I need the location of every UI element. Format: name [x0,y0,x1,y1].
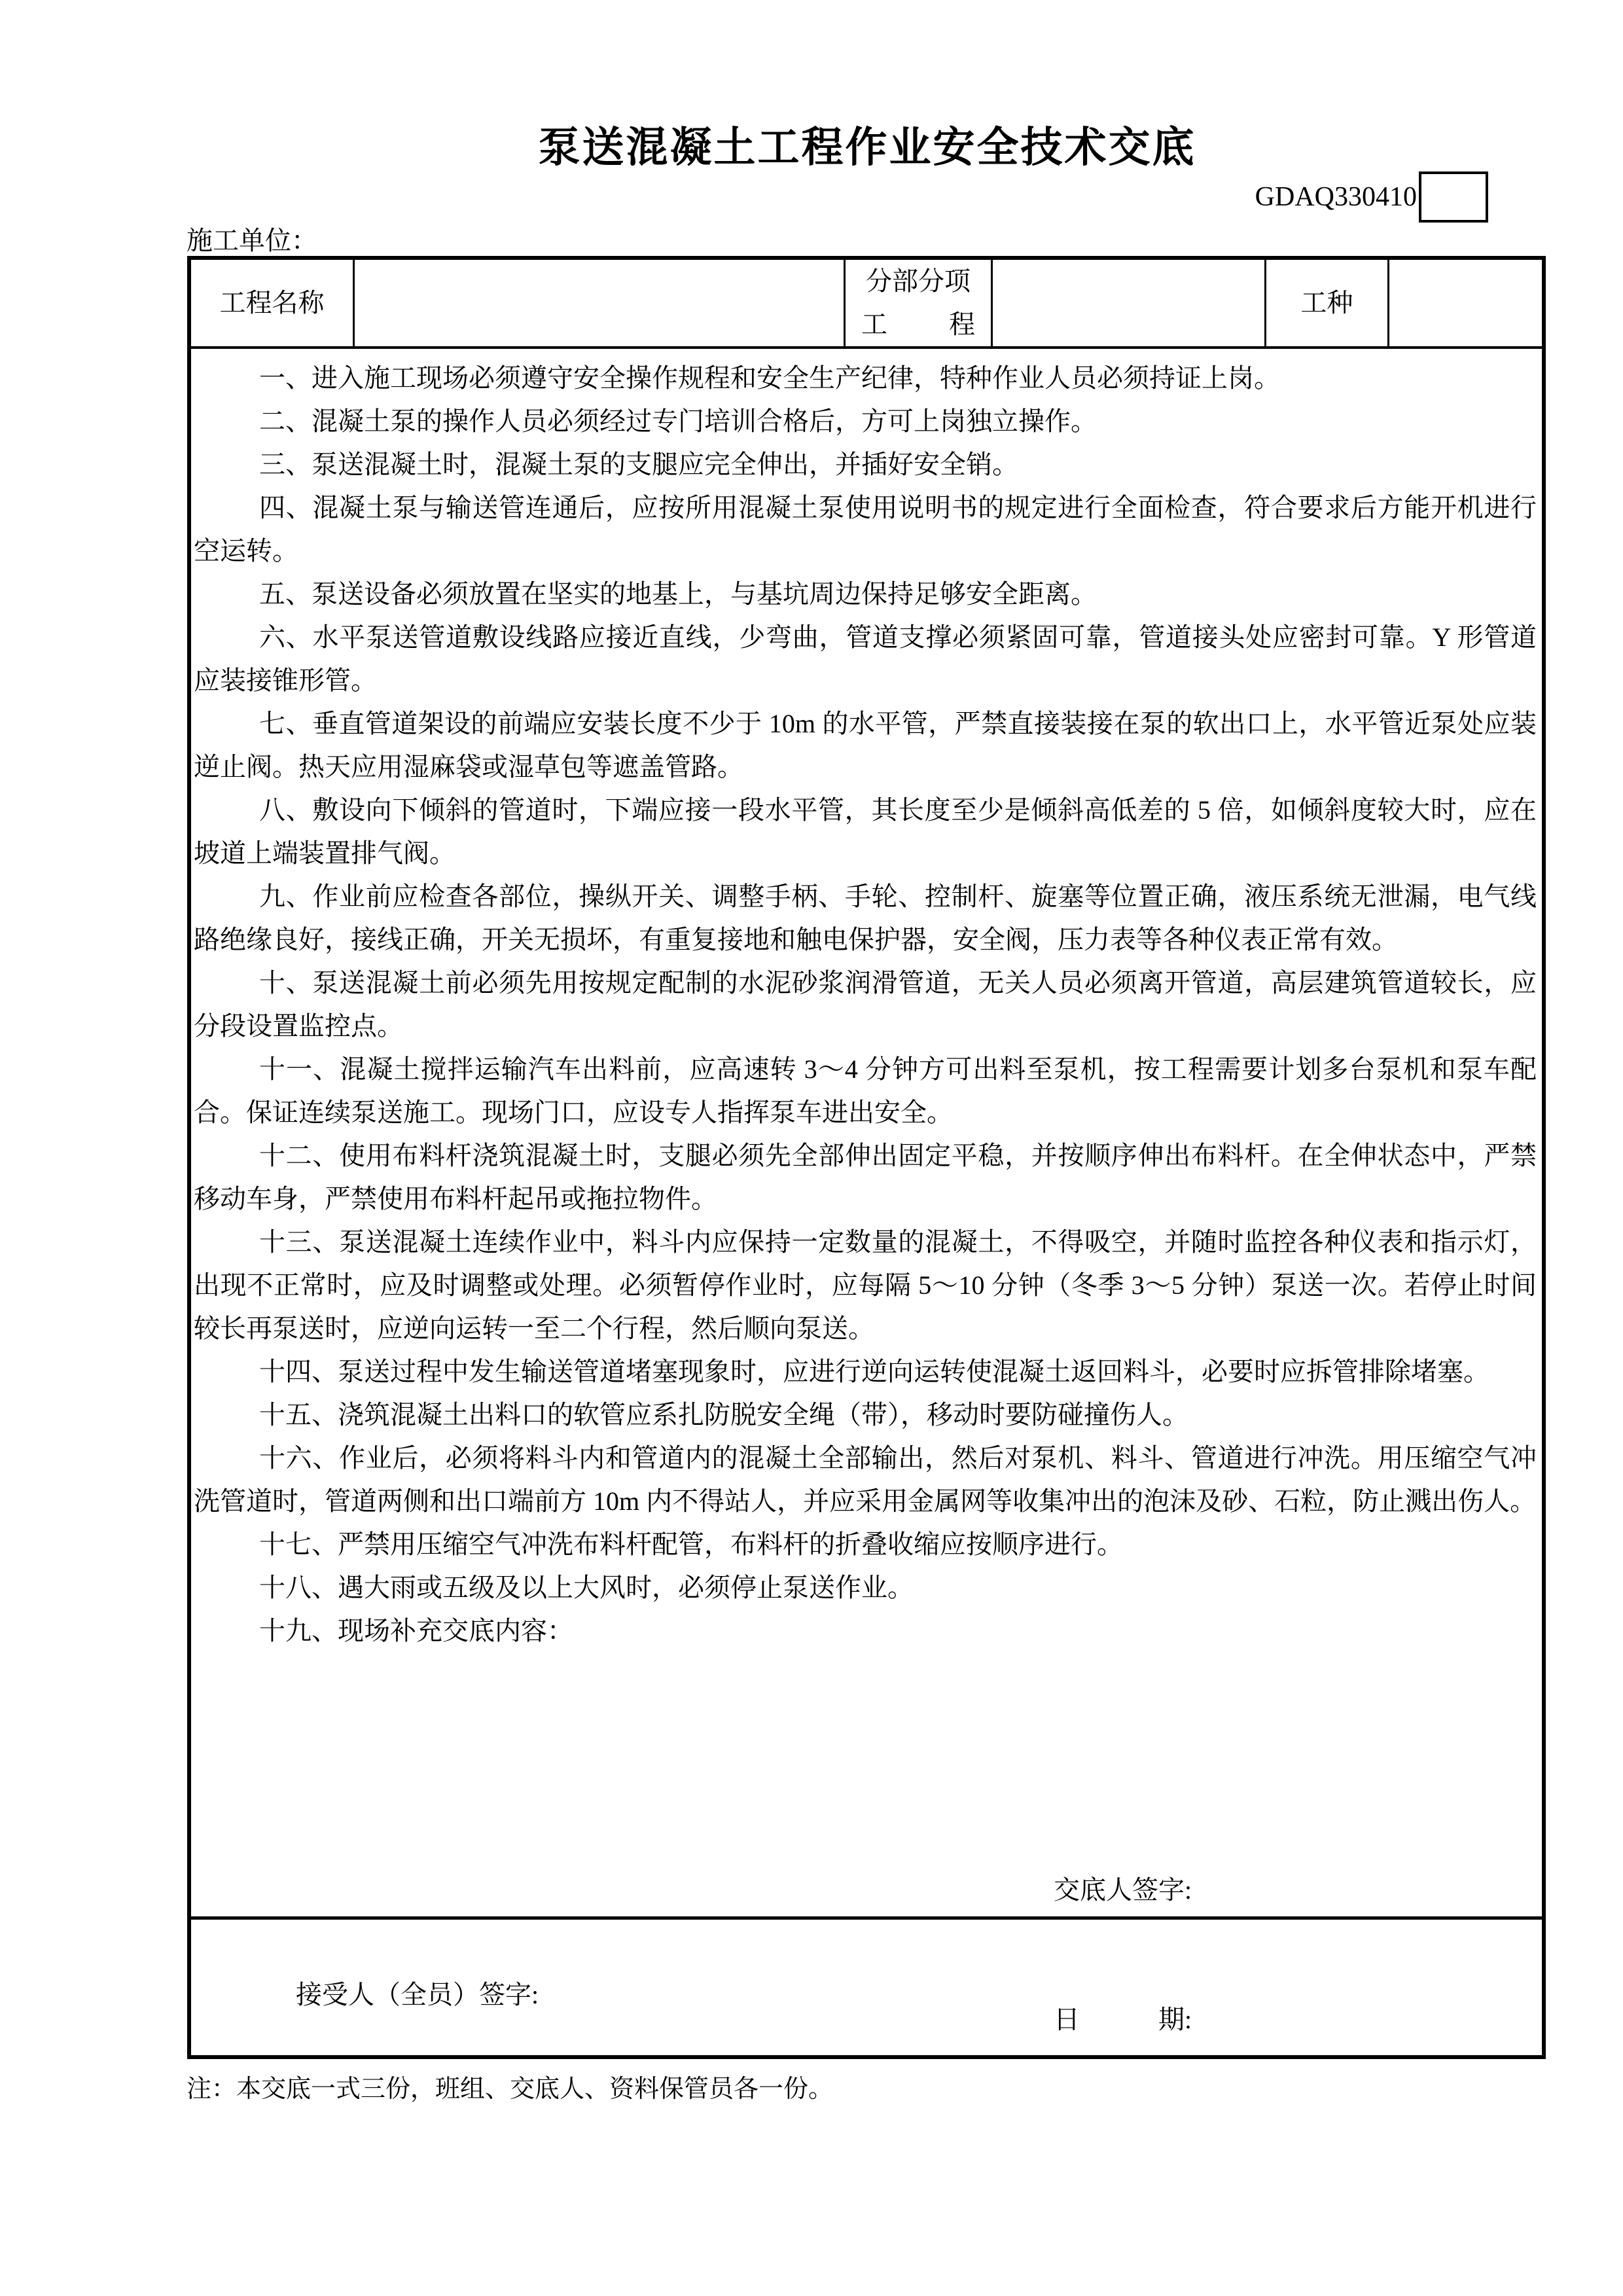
sub-item-value-cell[interactable] [993,260,1266,346]
table-header-row [191,260,1542,349]
safety-item-12: 十二、使用布料杆浇筑混凝土时，支腿必须先全部伸出固定平稳，并按顺序伸出布料杆。在全伸状态中，严禁移动车身，严禁使用布料杆起吊或拖拉物件。 [194,1141,1537,1213]
safety-item-11: 十一、混凝土搅拌运输汽车出料前，应高速转 3～4 分钟方可出料至泵机，按工程需要计划多台泵机和泵车配合。保证连续泵送施工。现场门口，应设专人指挥泵车进出安全。 [194,1054,1537,1127]
safety-item-15: 十五、浇筑混凝土出料口的软管应系扎防脱安全绳（带），移动时要防碰撞伤人。 [259,1400,1188,1429]
discloser-signature-label[interactable]: 交底人签字: [1054,1875,1192,1905]
safety-item-1: 一、进入施工现场必须遵守安全操作规程和安全生产纪律，特种作业人员必须持证上岗。 [259,363,1280,393]
construction-unit-label: 施工单位： [187,226,317,255]
safety-item-14: 十四、泵送过程中发生输送管道堵塞现象时，应进行逆向运转使混凝土返回料斗，必要时应拆管排除堵塞。 [259,1357,1489,1386]
safety-item-17: 十七、严禁用压缩空气冲洗布料杆配管，布料杆的折叠收缩应按顺序进行。 [259,1530,1123,1559]
work-type-label: 工种 [1266,260,1389,346]
safety-item-10: 十、泵送混凝土前必须先用按规定配制的水泥砂浆润滑管道，无关人员必须离开管道，高层建筑管道较长，应分段设置监控点。 [194,968,1537,1041]
form-table [187,256,1546,2059]
form-code: GDAQ330410 [1255,182,1417,212]
project-name-label: 工程名称 [191,260,355,346]
page-title: 泵送混凝土工程作业安全技术交底 [538,124,1196,171]
receiver-signature-label[interactable]: 接受人（全员）签字: [296,1980,539,2009]
footer-note: 注：本交底一式三份，班组、交底人、资料保管员各一份。 [187,2075,834,2103]
safety-item-18: 十八、遇大雨或五级及以上大风时，必须停止泵送作业。 [259,1573,914,1602]
sub-item-label [846,260,993,346]
safety-item-19: 十九、现场补充交底内容： [259,1616,573,1645]
receiver-signature-row [191,1916,1542,2055]
sub-item-label-line2: 工 程 [861,310,975,339]
code-entry-box[interactable] [1419,171,1488,223]
safety-item-7: 七、垂直管道架设的前端应安装长度不少于 10m 的水平管，严禁直接装接在泵的软出口上，水平管近泵处应装逆止阀。热天应用湿麻袋或湿草包等遮盖管路。 [194,709,1537,781]
safety-item-4: 四、混凝土泵与输送管连通后，应按所用混凝土泵使用说明书的规定进行全面检查，符合要求后方能开机进行空运转。 [194,493,1537,565]
safety-item-2: 二、混凝土泵的操作人员必须经过专门培训合格后，方可上岗独立操作。 [259,406,1097,436]
safety-item-13: 十三、泵送混凝土连续作业中，料斗内应保持一定数量的混凝土，不得吸空，并随时监控各种仪表和指示灯，出现不正常时，应及时调整或处理。必须暂停作业时，应每隔 5～10 分钟（冬季 3～5 分钟）泵送一次。若停止时间较长再泵送时，应逆向运转一至二个行程，然后顺向泵送。 [194,1227,1537,1343]
safety-item-8: 八、敷设向下倾斜的管道时，下端应接一段水平管，其长度至少是倾斜高低差的 5 倍，如倾斜度较大时，应在坡道上端装置排气阀。 [194,795,1537,868]
form-code-row [1255,171,1488,223]
project-name-value-cell[interactable] [355,260,846,346]
safety-item-3: 三、泵送混凝土时，混凝土泵的支腿应完全伸出，并插好安全销。 [259,450,1018,479]
safety-item-16: 十六、作业后，必须将料斗内和管道内的混凝土全部输出，然后对泵机、料斗、管道进行冲洗。用压缩空气冲洗管道时，管道两侧和出口端前方 10m 内不得站人，并应采用金属网等收集冲出的泡沫及砂、石粒，防止溅出伤人。 [194,1443,1537,1516]
safety-item-6: 六、水平泵送管道敷设线路应接近直线，少弯曲，管道支撑必须紧固可靠，管道接头处应密封可靠。Y 形管道应装接锥形管。 [194,622,1537,695]
safety-item-9: 九、作业前应检查各部位，操纵开关、调整手柄、手轮、控制杆、旋塞等位置正确，液压系统无泄漏，电气线路绝缘良好，接线正确，开关无损坏，有重复接地和触电保护器，安全阀，压力表等各种仪表正常有效。 [194,882,1537,954]
work-type-value-cell[interactable] [1389,260,1542,346]
date-label[interactable]: 日 期: [1054,2005,1192,2034]
safety-item-5: 五、泵送设备必须放置在坚实的地基上，与基坑周边保持足够安全距离。 [259,579,1097,609]
sub-item-label-line1: 分部分项 [866,266,971,296]
